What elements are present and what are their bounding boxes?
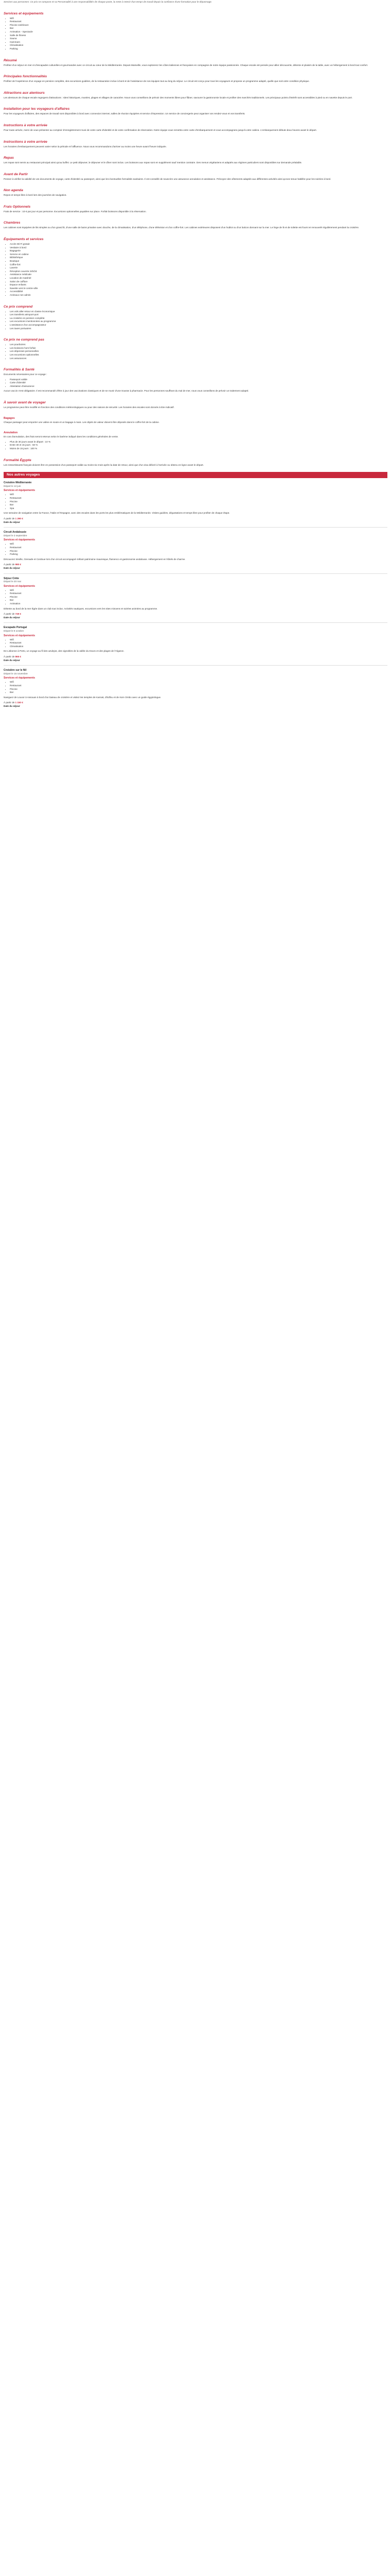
list-item: • Passeport valide bbox=[10, 378, 387, 382]
list-item: • Carte d'identité bbox=[10, 381, 387, 385]
list-item: • Restaurant bbox=[10, 497, 387, 500]
principales-text: Profitez de l'expérience d'un voyage en pension complète, des excursions guidées, de la restauration inclue à bord et de l'assistance de nos équipes tout au long du séjour. Le circuit est conçu pour tous les voyageurs et propose un programme adapté, quelle que soit votre condition physique. bbox=[4, 80, 310, 83]
list-item: • Les excursions mentionnées au programme bbox=[10, 320, 387, 324]
list-item: • Bar bbox=[10, 599, 387, 602]
attractions-section bbox=[4, 91, 387, 100]
voyage-price-label: À partir de bbox=[4, 517, 15, 520]
voyage-price-amount: 865 € bbox=[15, 655, 21, 658]
voyage-date-label: Date du séjour bbox=[4, 520, 20, 523]
avant-depart-text: Pensez à vérifier la validité de vos documents de voyage, carte d'identité ou passeport, ainsi que les éventuelles formalités sanitaires. Il est conseillé de souscrire une assurance annulation et assistance. Prévoyez des vêtements adaptés aux différentes activités ainsi qu'une tenue habillée pour les soirées à bord. bbox=[4, 177, 331, 180]
voyage-services-title: Services et équipements bbox=[4, 676, 35, 680]
list-item: • Parking bbox=[10, 553, 387, 556]
voyage-date: Départ le 12 juin bbox=[4, 484, 21, 487]
voyage-price bbox=[4, 517, 387, 521]
resume-title: Résumé bbox=[4, 58, 17, 62]
voyage-price bbox=[4, 613, 387, 616]
frais-section bbox=[4, 205, 387, 214]
prix-comprend-list bbox=[4, 310, 387, 331]
voyage-description: Découvrez Séville, Grenade et Cordoue lors d'un circuit accompagné mêlant patrimoine mauresque, flamenco et gastronomie andalouse. Hébergement en hôtels de charme. bbox=[4, 557, 186, 561]
voyage-services-title: Services et équipements bbox=[4, 584, 35, 588]
bagages-title: Bagages bbox=[4, 416, 15, 420]
list-item: • Salon de coiffure bbox=[10, 280, 387, 284]
list-item: • Wifi bbox=[10, 17, 387, 21]
list-item: • Coffre-fort bbox=[10, 263, 387, 267]
list-item: • Bar bbox=[10, 691, 387, 694]
list-item: • Wifi bbox=[10, 493, 387, 497]
voyage-services-list bbox=[4, 493, 387, 510]
non-agenda-title: Non agenda bbox=[4, 189, 23, 193]
voyage-description: De Lisbonne à Porto, un voyage au fil des azulejos, des vignobles de la vallée du Douro et des plages de l'Algarve. bbox=[4, 650, 124, 653]
list-item: • Restaurant bbox=[10, 641, 387, 645]
voyage-price-label: À partir de bbox=[4, 655, 15, 658]
instructions-title: Instructions à votre arrivée bbox=[4, 140, 47, 144]
avant-depart-title: Avant de Partir bbox=[4, 172, 28, 176]
list-item: • Restaurant bbox=[10, 546, 387, 550]
voyage-date: Départ le 20 mai bbox=[4, 580, 21, 583]
annulation-list bbox=[4, 440, 387, 451]
non-agenda-section bbox=[4, 188, 387, 197]
intro-text: Services aux personnes: Ce prix se compose et sa Personnalité à une responsabilités de chaque poste, la rente à retenir d'un temps de travail depuis la confiance d'une formation pour le dépannage. bbox=[4, 1, 212, 3]
list-item: • Boutique bbox=[10, 260, 387, 263]
list-item: • Réception ouverte 24h/24 bbox=[10, 270, 387, 274]
voyage-card[interactable] bbox=[4, 481, 387, 524]
divider bbox=[4, 573, 387, 574]
voyage-price-amount: 1 290 € bbox=[15, 517, 23, 520]
list-item: • Restaurant bbox=[10, 20, 387, 24]
voyage-description: Détente au bord de la mer Égée dans un club tout inclus. Activités nautiques, excursions vers les sites minoens et soirées animées au programme. bbox=[4, 607, 158, 610]
list-item: • Moins de 15 jours : 100 % bbox=[10, 447, 387, 451]
attractions-title: Attractions aux alentours bbox=[4, 91, 45, 95]
voyage-services-title: Services et équipements bbox=[4, 538, 35, 542]
list-item: • Climatisation bbox=[10, 44, 387, 47]
voyage-price-label: À partir de bbox=[4, 613, 15, 616]
voyage-date-label: Date du séjour bbox=[4, 658, 20, 662]
voyage-card[interactable] bbox=[4, 669, 387, 708]
list-item: • Les pourboires bbox=[10, 343, 387, 347]
list-item: • Les boissons hors forfait bbox=[10, 347, 387, 350]
repas-text: Les repas sont servis au restaurant principal ainsi qu'au buffet. Le petit déjeuner, le déjeuner et le dîner sont inclus. Les boissons aux repas sont en supplément sauf mention contraire. Des menus végétariens et adaptés aux régimes particuliers sont disponibles sur demande préalable. bbox=[4, 161, 302, 164]
installation-title: Installation pour les voyageurs d'affaires bbox=[4, 107, 70, 111]
list-item: • Wifi bbox=[10, 589, 387, 592]
voyage-price bbox=[4, 655, 387, 659]
list-item: • Les excursions optionnelles bbox=[10, 353, 387, 357]
installation-section bbox=[4, 107, 387, 116]
equipements-title: Équipements et services bbox=[4, 238, 44, 242]
installation-text: Pour les voyageurs d'affaires, des espaces de travail sont disponibles à bord avec connexion internet, salles de réunion équipées et service d'impression. Un service de conciergerie peut organiser vos rendez-vous et vos transferts. bbox=[4, 112, 246, 115]
list-item: • Les taxes portuaires bbox=[10, 327, 387, 331]
voyage-services-list bbox=[4, 543, 387, 556]
activites-section bbox=[4, 123, 387, 132]
formalite-egypte-section bbox=[4, 458, 387, 467]
annulation-text: En cas d'annulation, des frais seront retenus selon le barème indiqué dans les conditions générales de vente. bbox=[4, 435, 119, 438]
voyage-date: Départ le 8 octobre bbox=[4, 630, 24, 633]
voyage-name[interactable]: Circuit Andalousie bbox=[4, 531, 26, 534]
list-item: • Wifi bbox=[10, 681, 387, 684]
voyage-date: Départ le 3 septembre bbox=[4, 534, 27, 537]
formalite-egypte-text: Les ressortissants français doivent être en possession d'un passeport valide au moins six mois après la date de retour, ainsi que d'un visa délivré à l'arrivée ou obtenu en ligne avant le départ. bbox=[4, 463, 204, 466]
voyage-description: Naviguez de Louxor à Assouan à bord d'un bateau de croisière et visitez les temples de Karnak, d'Edfou et de Kom Ombo avec un guide égyptologue. bbox=[4, 696, 161, 699]
formalites-text: Aucun vaccin n'est obligatoire. Il est recommandé d'être à jour des vaccinations classiques et de se munir d'une trousse à pharmacie. Pour les personnes souffrant du mal de mer, nous vous conseillons de prévoir un traitement adapté. bbox=[4, 389, 249, 393]
resume-text: Profitez d'un séjour en mer et d'escapades culturelles et gourmandes avec ce circuit au cœur de la Méditerranée. Depuis Marseille, vous explorerez les côtes italiennes et françaises en compagnie de notre équipe passionnée. Chaque escale est pensée pour allier découverte, détente et plaisirs de la table, avec un hébergement à bord tout confort. bbox=[4, 63, 368, 66]
list-item: • Les vols aller-retour en classe économique bbox=[10, 310, 387, 314]
voyage-services-list bbox=[4, 681, 387, 694]
formalites-title: Formalités & Santé bbox=[4, 368, 35, 372]
prix-comprend-title: Ce prix comprend bbox=[4, 304, 33, 309]
list-item: • Les transferts aéroport-port bbox=[10, 313, 387, 317]
repas-title: Repas bbox=[4, 156, 14, 160]
services-title: Services et équipements bbox=[4, 11, 44, 15]
a-savoir-section bbox=[4, 400, 387, 410]
formalites-section bbox=[4, 367, 387, 393]
list-item: • Assistance médicale bbox=[10, 273, 387, 277]
list-item: • Wifi bbox=[10, 543, 387, 546]
activites-text: Pour toute arrivée, merci de vous présenter au comptoir d'enregistrement muni de votre carte d'identité et de votre confirmation de réservation. Notre équipe vous remettra votre carte d'embarquement et vous accompagnera jusqu'à votre cabine. L'embarquement débute deux heures avant le départ. bbox=[4, 128, 317, 131]
list-item: • Piscine bbox=[10, 688, 387, 691]
voyage-date-label: Date du séjour bbox=[4, 704, 20, 707]
annulation-title: Annulation bbox=[4, 431, 18, 435]
non-agenda-text: Repos et temps libre à bord lors des journées de navigation. bbox=[4, 194, 67, 197]
list-item: • Restaurant bbox=[10, 592, 387, 596]
attractions-text: Les alentours de chaque escale regorgent d'attractions : sites historiques, musées, plages et villages de caractère. Nous vous conseillons de prévoir des moments libres pour flâner, savourer la gastronomie locale et profiter des marchés traditionnels. Les principaux points d'intérêt sont accessibles à pied ou en navette depuis le port. bbox=[4, 96, 353, 99]
list-item: • Vestiaire à bord bbox=[10, 246, 387, 250]
equipements-list bbox=[4, 243, 387, 297]
list-item: • Wifi bbox=[10, 638, 387, 642]
voyage-date-label: Date du séjour bbox=[4, 616, 20, 619]
voyage-card[interactable] bbox=[4, 626, 387, 662]
list-item: • Spa bbox=[10, 507, 387, 511]
list-item: • Entre 30 et 15 jours : 50 % bbox=[10, 444, 387, 447]
list-item: • Bagagerie bbox=[10, 249, 387, 253]
voyage-price-amount: 749 € bbox=[15, 613, 21, 616]
principales-title: Principales fonctionnalités bbox=[4, 75, 47, 79]
divider bbox=[4, 665, 387, 666]
services-list bbox=[4, 17, 387, 51]
list-item: • Animaux non admis bbox=[10, 294, 387, 297]
voyage-name[interactable]: Croisière Méditerranée bbox=[4, 481, 32, 485]
prix-non-inclus-section bbox=[4, 337, 387, 360]
voyage-services-list bbox=[4, 589, 387, 606]
voyage-card[interactable] bbox=[4, 577, 387, 620]
list-item: • Service en cabine bbox=[10, 253, 387, 257]
voyage-date: Départ le 15 novembre bbox=[4, 672, 28, 675]
list-item: • Restaurant bbox=[10, 684, 387, 688]
list-item: • Accès Wi-Fi gratuit bbox=[10, 243, 387, 246]
prix-comprend-section bbox=[4, 304, 387, 331]
prix-non-inclus-list bbox=[4, 343, 387, 360]
voyage-price bbox=[4, 701, 387, 705]
list-item: • Parking bbox=[10, 47, 387, 51]
list-item: • Piscine extérieure bbox=[10, 24, 387, 27]
list-item: • Piscine bbox=[10, 550, 387, 553]
list-item: • L'assistance d'un accompagnateur bbox=[10, 324, 387, 327]
voyage-price bbox=[4, 563, 387, 567]
list-item: • Bar bbox=[10, 503, 387, 507]
a-savoir-text: Le programme peut être modifié en fonction des conditions météorologiques ou pour des raisons de sécurité. Les horaires des escales sont donnés à titre indicatif. bbox=[4, 406, 174, 409]
list-item: • Plus de 30 jours avant le départ : 10 % bbox=[10, 440, 387, 444]
list-item: • Bar bbox=[10, 27, 387, 30]
list-item: • Les assurances bbox=[10, 357, 387, 361]
list-item: • Hammam bbox=[10, 41, 387, 44]
other-voyages-header: Nos autres voyages bbox=[4, 472, 387, 478]
frais-title: Frais Optionnels bbox=[4, 205, 31, 209]
list-item: • Laverie bbox=[10, 266, 387, 270]
voyage-date-label: Date du séjour bbox=[4, 566, 20, 569]
formalite-egypte-title: Formalité Égypte bbox=[4, 458, 31, 462]
frais-text: Frais de service : 10 € par jour et par personne. Excursions optionnelles payables sur place. Forfait boissons disponible à la réservation. bbox=[4, 210, 146, 213]
instructions-text: Les horaires d'embarquement peuvent varier selon la période et l'affluence. Nous vous recommandons d'arriver au moins une heure avant l'heure indiquée. bbox=[4, 145, 167, 148]
formalites-list bbox=[4, 378, 387, 388]
voyage-services-list bbox=[4, 638, 387, 649]
divider bbox=[4, 622, 387, 623]
voyage-price-amount: 980 € bbox=[15, 563, 21, 566]
voyage-price-amount: 1 150 € bbox=[15, 701, 23, 704]
services-section bbox=[4, 11, 387, 51]
voyage-name[interactable]: Séjour Crète bbox=[4, 577, 19, 580]
list-item: • Climatisation bbox=[10, 645, 387, 649]
chambres-text: Les cabines sont équipées de lits simples ou d'un grand lit, d'une salle de bains privative avec douche, de la climatisation, d'un téléphone, d'une télévision et d'un coffre-fort. Les cabines extérieures disposent d'un hublot ou d'un balcon donnant sur la mer. Le linge de lit et de toilette est fourni et renouvelé régulièrement pendant la croisière. bbox=[4, 226, 360, 229]
resume-section bbox=[4, 58, 387, 67]
list-item: • Animation bbox=[10, 602, 387, 606]
voyage-card[interactable] bbox=[4, 531, 387, 570]
list-item: • Accessibilité bbox=[10, 290, 387, 294]
bagages-text: Chaque passager peut emporter une valise en soute et un bagage à main. Les objets de valeur doivent être déposés dans le coffre-fort de la cabine. bbox=[4, 420, 160, 423]
list-item: • Animation - Spectacle bbox=[10, 30, 387, 34]
chambres-section bbox=[4, 221, 387, 230]
divider bbox=[4, 527, 387, 528]
voyage-description: Une semaine de navigation entre la France, l'Italie et l'Espagne, avec des escales dans les ports les plus emblématiques de la Méditerranée. Visites guidées, dégustations et temps libre pour profiter de chaque étape. bbox=[4, 512, 230, 515]
activites-title: Instructions à votre arrivée bbox=[4, 123, 47, 127]
a-savoir-title: À savoir avant de voyager bbox=[4, 401, 46, 405]
principales-section bbox=[4, 74, 387, 83]
list-item: • Les dépenses personnelles bbox=[10, 350, 387, 353]
voyage-name[interactable]: Croisière sur le Nil bbox=[4, 669, 27, 672]
bagages-section bbox=[4, 417, 387, 425]
list-item: • Piscine bbox=[10, 596, 387, 599]
voyage-price-label: À partir de bbox=[4, 563, 15, 566]
list-item: • Navette vers le centre-ville bbox=[10, 287, 387, 291]
repas-section bbox=[4, 156, 387, 165]
instructions-section bbox=[4, 140, 387, 149]
annulation-section bbox=[4, 431, 387, 450]
list-item: • Piscine bbox=[10, 500, 387, 504]
voyage-name[interactable]: Escapade Portugal bbox=[4, 626, 27, 630]
list-item: • Salle de fitness bbox=[10, 34, 387, 38]
voyage-services-title: Services et équipements bbox=[4, 634, 35, 637]
list-item: • Attestation d'assurance bbox=[10, 385, 387, 388]
page bbox=[0, 0, 391, 708]
prix-non-inclus-title: Ce prix ne comprend pas bbox=[4, 338, 44, 342]
list-item: • Bibliothèque bbox=[10, 256, 387, 260]
avant-depart-section bbox=[4, 172, 387, 181]
list-item: • Espace enfants bbox=[10, 283, 387, 287]
chambres-title: Chambres bbox=[4, 221, 21, 225]
list-item: • La croisière en pension complète bbox=[10, 317, 387, 320]
equipements-section bbox=[4, 237, 387, 297]
list-item: • Location de matériel bbox=[10, 277, 387, 280]
formalites-intro: Documents nécessaires pour ce voyage : bbox=[4, 373, 47, 376]
list-item: • Sauna bbox=[10, 37, 387, 41]
voyage-price-label: À partir de bbox=[4, 701, 15, 704]
voyage-services-title: Services et équipements bbox=[4, 489, 35, 493]
